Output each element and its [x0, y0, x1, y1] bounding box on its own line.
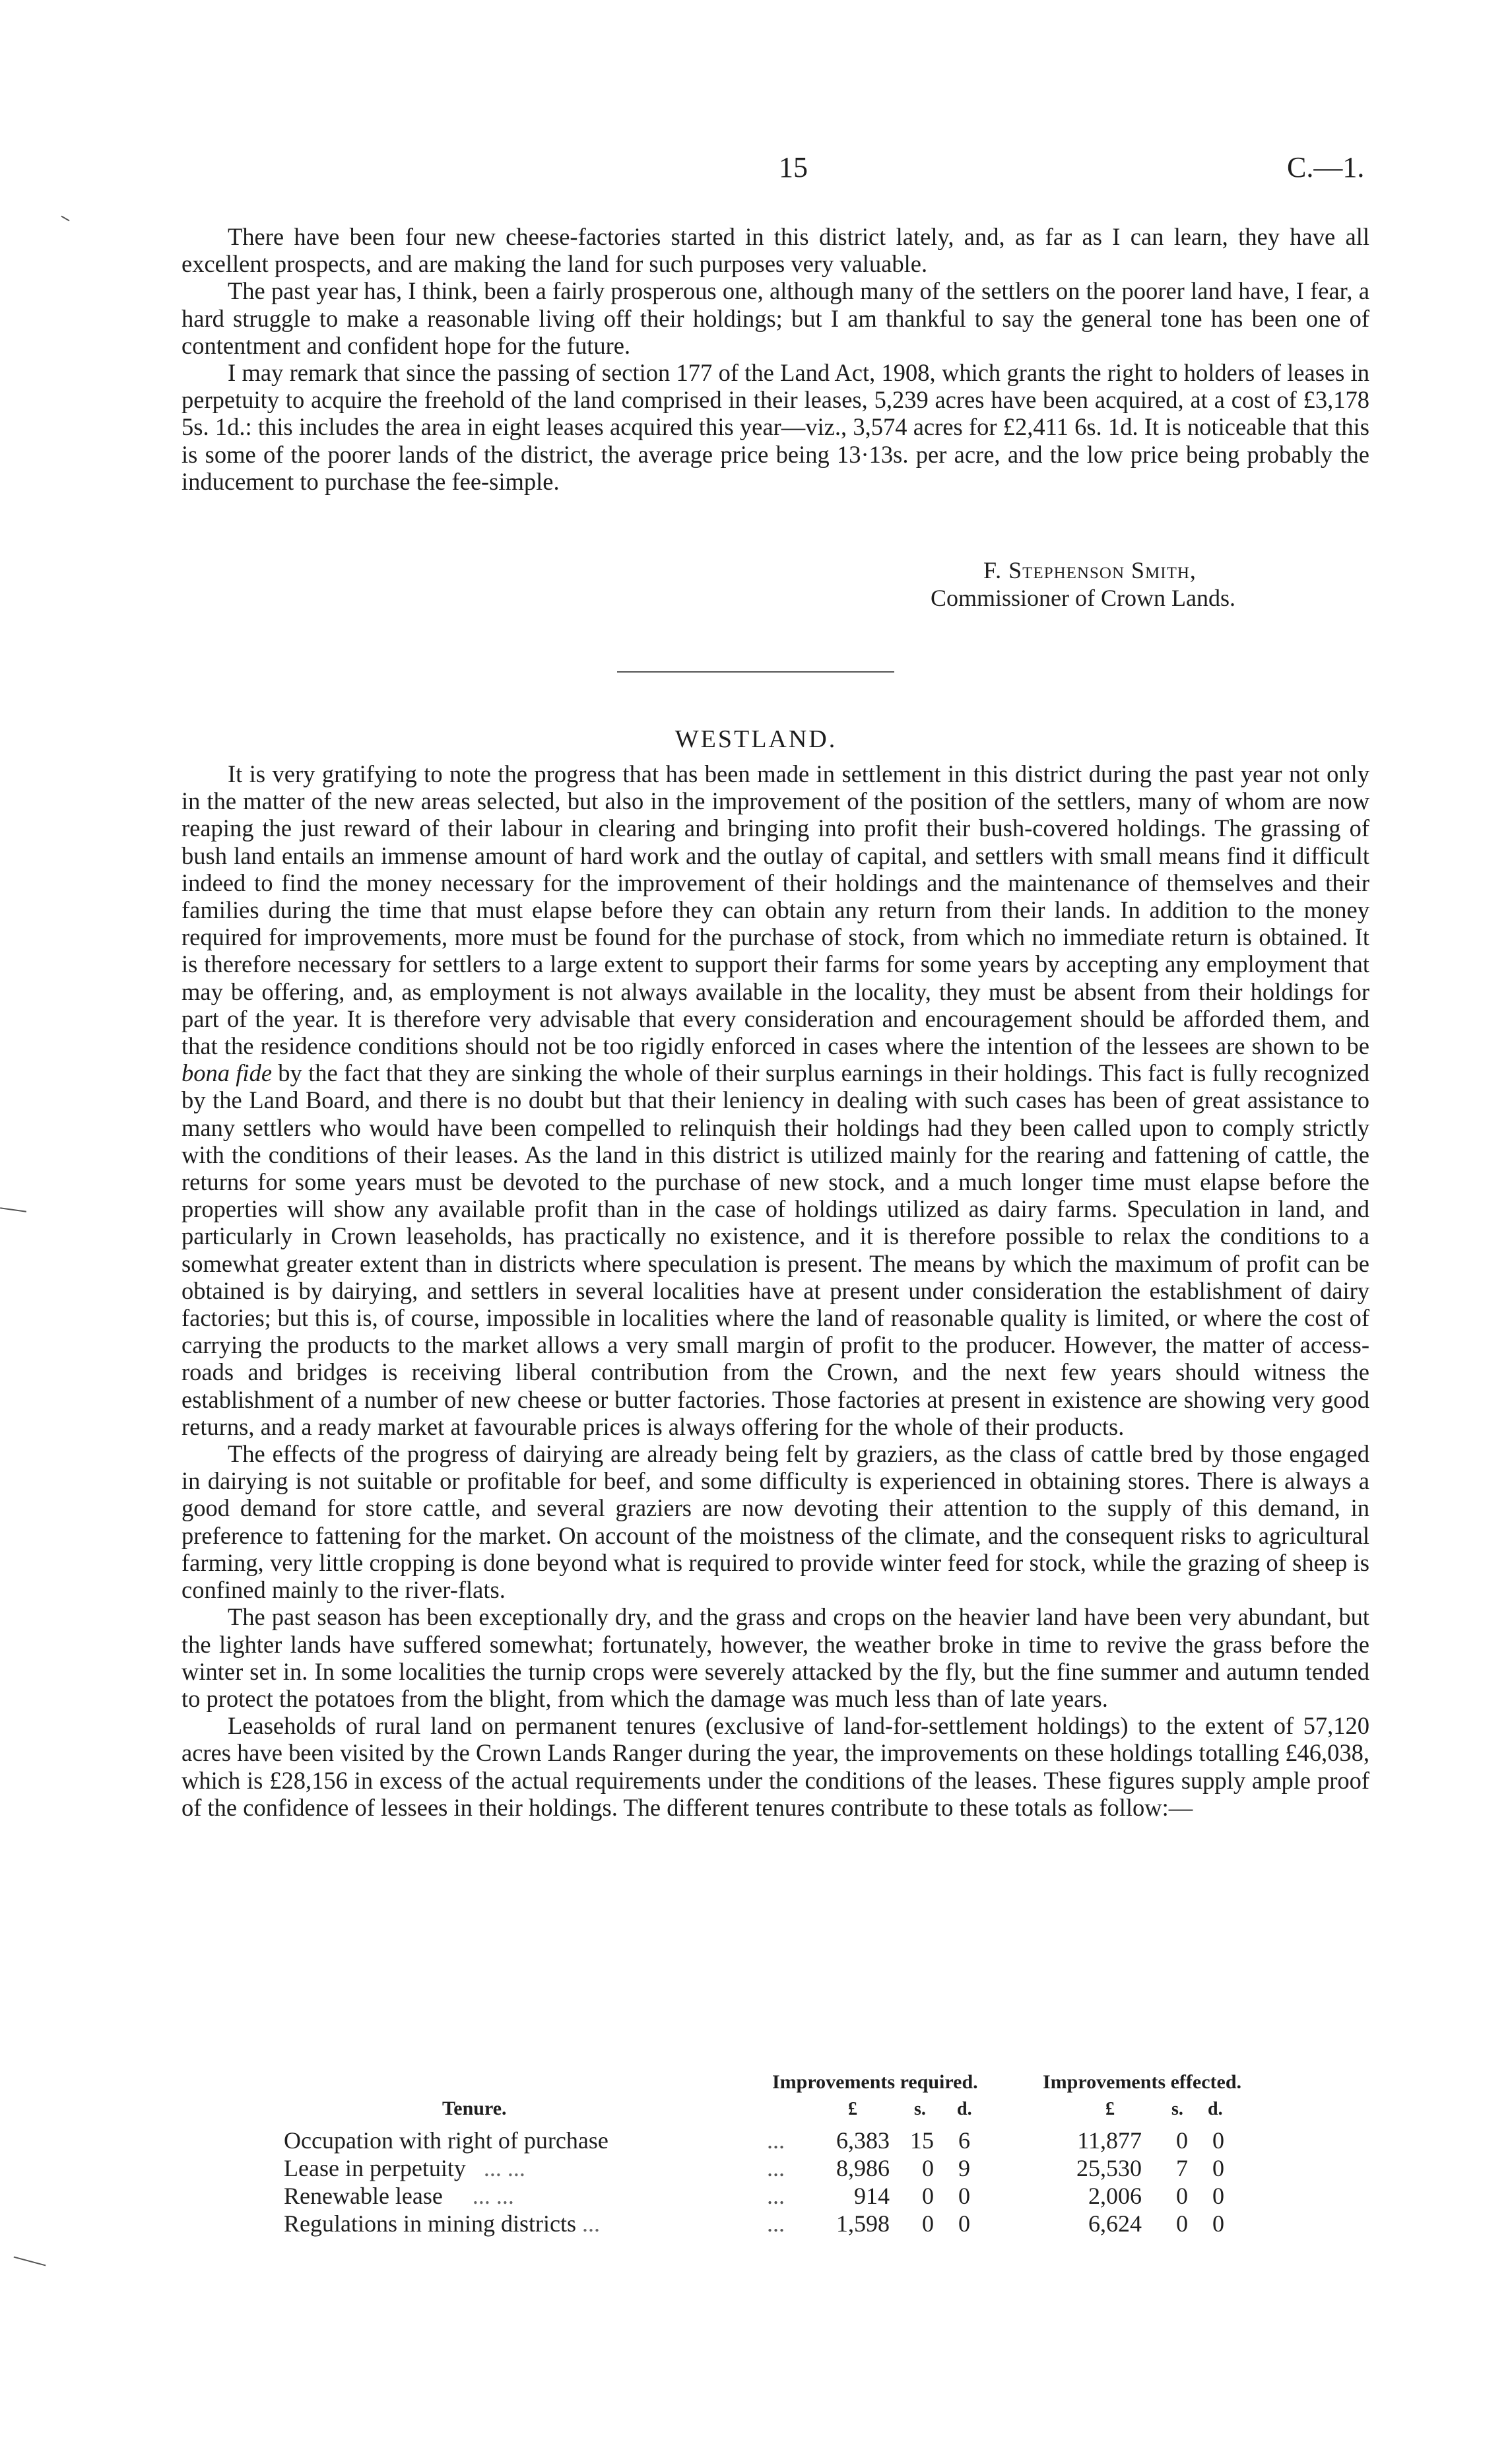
required-pounds: 6,383 — [836, 2127, 890, 2154]
column-header-tenure: Tenure. — [442, 2098, 507, 2119]
leader-dots: ... — [582, 2210, 600, 2237]
leader-dots: ... — [767, 2155, 785, 2181]
table-row — [284, 2127, 1340, 2154]
required-shillings: 0 — [922, 2210, 934, 2237]
leader-dots: ... — [767, 2127, 785, 2154]
margin-scan-mark — [61, 216, 69, 222]
unit-pounds-effected: £ — [1105, 2099, 1115, 2119]
margin-scan-mark — [14, 2257, 46, 2266]
tenure-improvements-table — [284, 2071, 1340, 2348]
effected-shillings: 0 — [1176, 2210, 1188, 2237]
required-shillings: 0 — [922, 2155, 934, 2181]
leader-dots: ... ... — [483, 2155, 525, 2181]
unit-shillings-required: s. — [914, 2099, 926, 2119]
required-pence: 6 — [958, 2127, 970, 2154]
unit-pence-effected: d. — [1208, 2099, 1223, 2119]
intro-section — [181, 223, 1369, 495]
required-pounds: 8,986 — [836, 2155, 890, 2181]
signature-block — [931, 556, 1235, 612]
table-row — [284, 2154, 1340, 2182]
effected-pence: 0 — [1212, 2210, 1224, 2237]
effected-pounds: 11,877 — [1077, 2127, 1142, 2154]
westland-paragraph: The past season has been exceptionally dry, and the grass and crops on the heavier land have been very abundant, but the lighter lands have suffered somewhat; fortunately, however, the weather broke in time to revive the grass before the winter set in. In some localities the turnip crops were severely attacked by the fly, but the fine summer and autumn tended to protect the potatoes from the blight, from which the damage was much less than of late years. — [181, 1603, 1369, 1712]
westland-paragraph — [181, 760, 1369, 1440]
unit-shillings-effected: s. — [1171, 2099, 1183, 2119]
leader-dots: ... ... — [472, 2183, 514, 2209]
required-pence: 9 — [958, 2155, 970, 2181]
table-row — [284, 2210, 1340, 2237]
effected-pence: 0 — [1212, 2155, 1224, 2181]
table-row — [284, 2182, 1340, 2210]
effected-pence: 0 — [1212, 2183, 1224, 2209]
leader-dots: ... — [767, 2183, 785, 2209]
effected-shillings: 7 — [1176, 2155, 1188, 2181]
required-pounds: 1,598 — [836, 2210, 890, 2237]
effected-pounds: 2,006 — [1088, 2183, 1142, 2209]
intro-paragraph: There have been four new cheese-factories started in this district lately, and, as far as I can learn, they have all excellent prospects, and are making the land for such purposes very valuable. — [181, 223, 1369, 278]
tenure-cell: Renewable lease ... ... — [284, 2183, 514, 2209]
intro-paragraph: The past year has, I think, been a fairly prosperous one, although many of the settlers on the poorer land have, I fear, a hard struggle to make a reasonable living off their holdings; but I am thankful to say the general tone has been one of contentment and confident hope for the future. — [181, 277, 1369, 359]
leader-dots: ... — [767, 2210, 785, 2237]
column-header-effected: Improvements effected. — [1043, 2071, 1242, 2093]
tenure-cell: Occupation with right of purchase — [284, 2127, 608, 2154]
page-number: 15 — [779, 151, 808, 183]
signatory-title: Commissioner of Crown Lands. — [931, 585, 1235, 611]
effected-pounds: 6,624 — [1088, 2210, 1142, 2237]
tenure-cell: Lease in perpetuity ... ... — [284, 2155, 525, 2181]
required-shillings: 15 — [910, 2127, 934, 2154]
paragraph-text: It is very gratifying to note the progress that has been made in settlement in this district during the past year not only in the matter of the new areas selected, but also in the improvement of the position of the settlers, many of whom are now reaping the just reward of their labour in clearing and bringing into profit their bush-covered holdings. The grassing of bush land entails an immense amount of hard work and the outlay of capital, and settlers with small means find it difficult indeed to find the money necessary for the improvement of their holdings and the maintenance of themselves and their families during the time that must elapse before they can obtain any return from their lands. In addition to the money required for improvements, more must be found for the purchase of stock, from which no immediate return is obtained. It is therefore necessary for settlers to a large extent to support their farms for some years by accepting any employment that may be offering, and, as employment is not always available in the locality, they must be absent from their holdings for part of the year. It is therefore very advisable that every consideration and encouragement should be afforded them, and that the residence conditions should not be too rigidly enforced in cases where the intention of the lessees are shown to be — [181, 760, 1369, 1060]
section-heading: WESTLAND. — [674, 725, 838, 753]
intro-paragraph: I may remark that since the passing of section 177 of the Land Act, 1908, which grants the right to holders of leases in perpetuity to acquire the freehold of the land comprised in their leases, 5,239 acres have been acquired, at a cost of £3,178 5s. 1d.: this includes the area in eight leases acquired this year—viz., 3,574 acres for £2,411 6s. 1d. It is noticeable that this is some of the poorer lands of the district, the average price being 13·13s. per acre, and the low price being probably the inducement to purchase the fee-simple. — [181, 359, 1369, 495]
page-header — [0, 150, 1512, 190]
effected-shillings: 0 — [1176, 2183, 1188, 2209]
column-header-required: Improvements required. — [772, 2071, 978, 2093]
required-pence: 0 — [958, 2183, 970, 2209]
signatory-name: F. Stephenson Smith, — [983, 557, 1197, 583]
series-code: C.—1. — [1287, 151, 1365, 183]
unit-pounds-required: £ — [848, 2099, 857, 2119]
required-pence: 0 — [958, 2210, 970, 2237]
westland-paragraph: The effects of the progress of dairying are already being felt by graziers, as the class of cattle bred by those engaged in dairying is not suitable or profitable for beef, and some difficulty is experienced in obtaining stores. There is always a good demand for store cattle, and several graziers are now devoting their attention to the supply of this demand, in preference to fattening for the market. On account of the moistness of the climate, and the consequent risks to agricultural farming, very little cropping is done beyond what is required to provide winter feed for stock, while the grazing of sheep is confined mainly to the river-flats. — [181, 1440, 1369, 1604]
effected-shillings: 0 — [1176, 2127, 1188, 2154]
tenure-cell: Regulations in mining districts ... — [284, 2210, 600, 2237]
effected-pounds: 25,530 — [1076, 2155, 1142, 2181]
westland-paragraph: Leaseholds of rural land on permanent tenures (exclusive of land-for-settlement holdings) to the extent of 57,120 acres have been visited by the Crown Lands Ranger during the year, the improvements on these holdings totalling £46,038, which is £28,156 in excess of the actual requirements under the conditions of the leases. These figures supply ample proof of the confidence of lessees in their holdings. The different tenures contribute to these totals as follow:— — [181, 1712, 1369, 1821]
unit-pence-required: d. — [957, 2099, 972, 2119]
section-divider — [617, 671, 894, 673]
margin-scan-mark — [0, 1207, 26, 1212]
paragraph-text: by the fact that they are sinking the whole of their surplus earnings in their holdings. This fact is fully recognized by the Land Board, and there is no doubt but that their leniency in dealing with such cases has been of great assistance to many settlers who would have been compelled to relinquish their holdings had they been called upon to comply strictly with the conditions of their leases. As the land in this district is utilized mainly for the rearing and fattening of cattle, the returns for some years must be devoted to the purchase of new stock, and a much longer time must elapse before the properties will show any available profit than in the case of holdings utilized as dairy farms. Speculation in land, and particularly in Crown leaseholds, has practically no existence, and it is therefore possible to relax the conditions to a somewhat greater extent than in districts where speculation is present. The means by which the maximum of profit can be obtained is by dairying, and settlers in several localities have at present under consideration the establishment of dairy factories; but this is, of course, impossible in localities where the land of reasonable quality is limited, or where the cost of carrying the products to the market allows a very small margin of profit to the producer. However, the matter of access-roads and bridges is receiving liberal contribution from the Crown, and the next few years should witness the establishment of a number of new cheese or butter factories. Those factories at present in existence are showing very good returns, and a ready market at favourable prices is always offering for the whole of their products. — [181, 1059, 1369, 1440]
italic-term: bona fide — [181, 1059, 273, 1087]
required-pounds: 914 — [854, 2183, 890, 2209]
effected-pence: 0 — [1212, 2127, 1224, 2154]
westland-section — [181, 760, 1369, 1821]
required-shillings: 0 — [922, 2183, 934, 2209]
